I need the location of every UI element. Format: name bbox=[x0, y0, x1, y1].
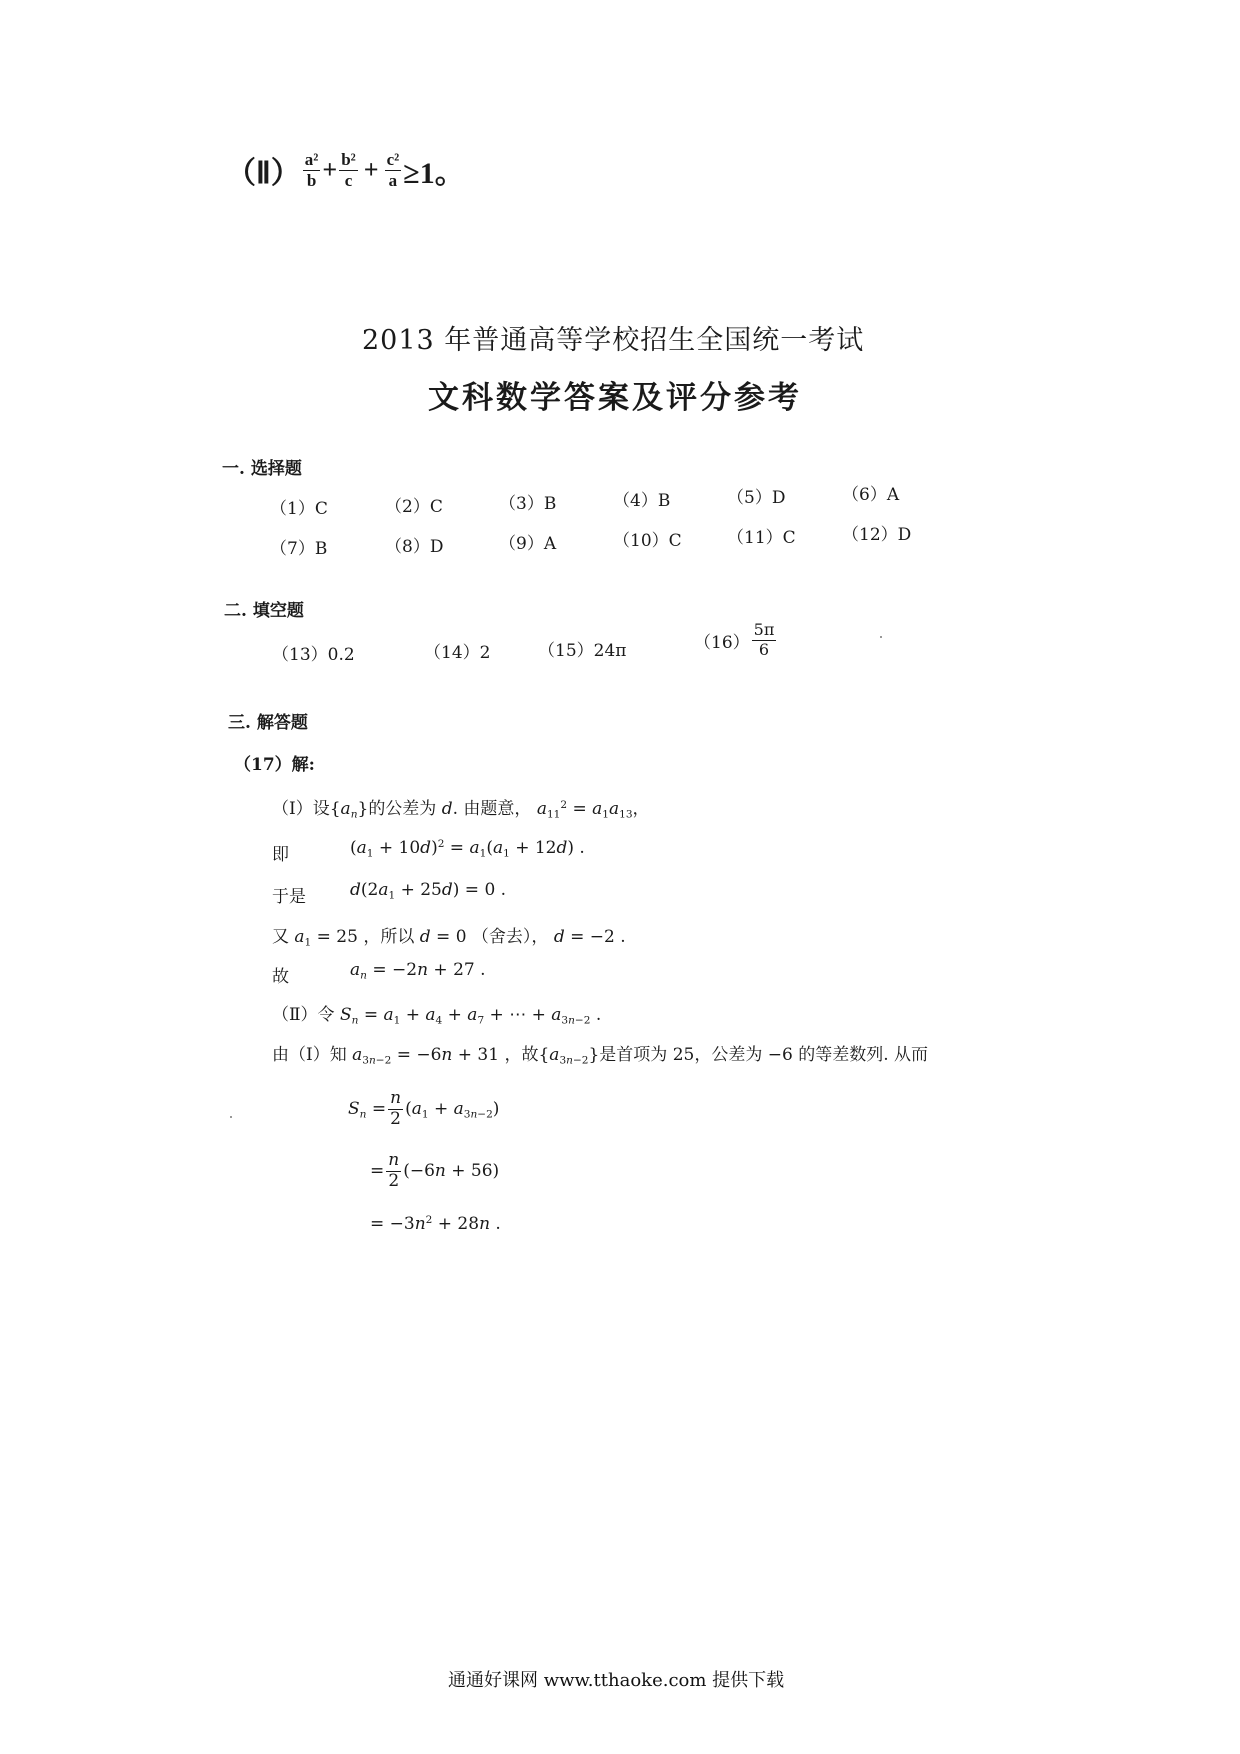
equation-factored: $d(2a_1 + 25d) = 0$ . bbox=[350, 880, 507, 902]
answer-11: （11）C bbox=[727, 528, 796, 548]
answer-16-label: （16） bbox=[694, 632, 750, 653]
answer-2: （2）C bbox=[385, 497, 443, 517]
equation-expand: $(a_1 + 10d)^2 = a_1(a_1 + 12d)$ . bbox=[350, 838, 585, 860]
answer-10: （10）C bbox=[613, 531, 682, 551]
plus-sign: + bbox=[322, 155, 338, 184]
plus-sign: + bbox=[363, 155, 379, 184]
answer-5: （5）D bbox=[727, 488, 786, 508]
line-ji: 即 bbox=[272, 845, 289, 865]
line-from-part-i: 由（Ⅰ）知 $a_{3n-2} = -6n + 31$ ，故$\{a_{3n-2}\}$是首项为 25，公差为 −6 的等差数列. 从而 bbox=[272, 1045, 929, 1067]
answer-9: （9）A bbox=[499, 534, 557, 554]
exam-title: 2013 年普通高等学校招生全国统一考试 bbox=[362, 325, 865, 356]
section-fill-in-heading: 二. 填空题 bbox=[224, 601, 304, 621]
answer-12: （12）D bbox=[842, 525, 912, 545]
answer-1: （1）C bbox=[270, 499, 328, 519]
fraction-c2-over-a: $\frac{\text{c²}}{a}$ bbox=[386, 149, 400, 190]
fraction-a2-over-b: $\frac{\text{a²}}{b}$ bbox=[304, 149, 319, 190]
answer-3: （3）B bbox=[499, 494, 557, 514]
inequality-rhs: ≥1。 bbox=[403, 157, 465, 190]
answer-6: （6）A bbox=[842, 485, 900, 505]
answer-15: （15）24π bbox=[538, 641, 627, 661]
inequality-part-ii bbox=[226, 148, 465, 192]
line-part-i: （Ⅰ）设$\{a_n\}$的公差为 d. 由题意， $a_{11}^2 = a_1a_{13}$， bbox=[272, 799, 650, 821]
answer-subtitle: 文科数学答案及评分参考 bbox=[428, 380, 802, 416]
answer-13: （13）0.2 bbox=[272, 645, 355, 665]
answer-8: （8）D bbox=[385, 537, 444, 557]
line-you: 又 $a_1 = 25$ ，所以 d = 0 （舍去）， d = −2 . bbox=[272, 927, 626, 949]
footer-credit: 通通好课网 www.tthaoke.com 提供下载 bbox=[448, 1670, 785, 1691]
section-multiple-choice-heading: 一. 选择题 bbox=[222, 459, 302, 479]
scan-speck bbox=[230, 1116, 232, 1118]
equation-sum-3: = $-3n^2 + 28n$ . bbox=[370, 1214, 501, 1234]
answer-16 bbox=[694, 622, 778, 659]
section-solution-heading: 三. 解答题 bbox=[228, 713, 308, 733]
answer-4: （4）B bbox=[613, 491, 671, 511]
answer-14: （14）2 bbox=[424, 643, 491, 663]
equation-general-term: $a_n = -2n + 27$ . bbox=[350, 960, 486, 982]
equation-sum-1: $S_n$ = $\frac{n}{2}$ $(a_1 + a_{3n-2})$ bbox=[348, 1088, 500, 1129]
fraction-b2-over-c: $\frac{\text{b²}}{c}$ bbox=[341, 149, 356, 190]
fraction-5pi-over-6: $\frac{5\pi}{6}$ bbox=[753, 620, 775, 659]
line-part-ii: （Ⅱ）令 $S_n = a_1 + a_4 + a_7$ + ⋯ + $a_{3n-2}$ . bbox=[272, 1005, 602, 1027]
equation-sum-2: = $\frac{n}{2}$ (−6n + 56) bbox=[370, 1150, 500, 1191]
scan-speck bbox=[880, 636, 882, 638]
answer-7: （7）B bbox=[270, 539, 328, 559]
line-gu: 故 bbox=[272, 967, 289, 987]
question-17-label: （17）解: bbox=[234, 755, 315, 775]
line-yushi: 于是 bbox=[272, 887, 306, 907]
part-ii-label: （Ⅱ） bbox=[226, 157, 301, 190]
